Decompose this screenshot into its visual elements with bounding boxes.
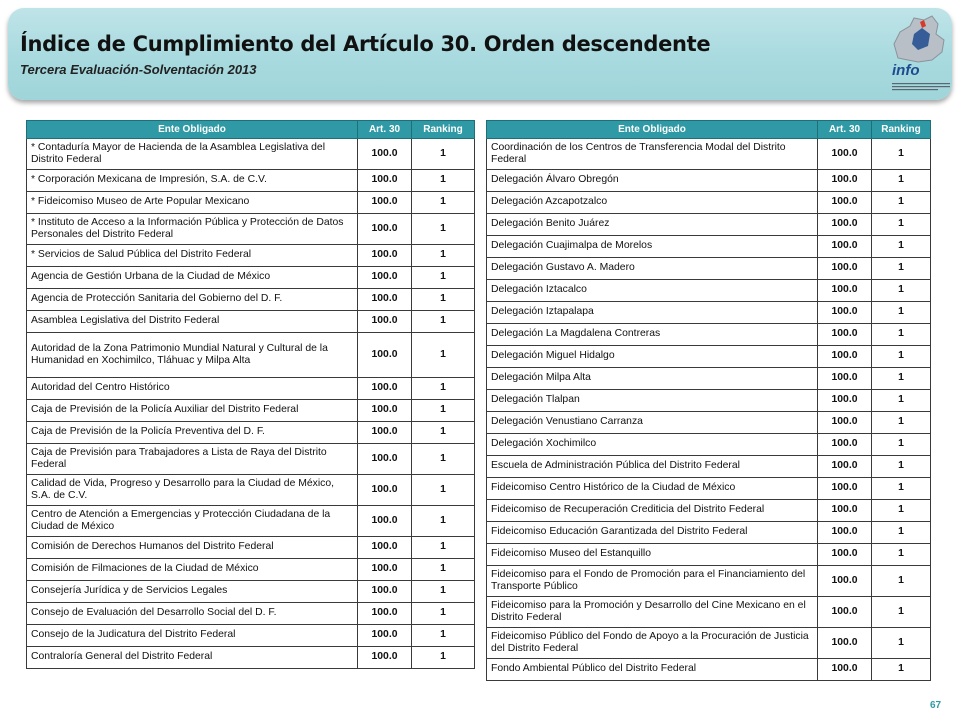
table-row bbox=[27, 559, 475, 581]
ente-cell: Delegación Cuajimalpa de Morelos bbox=[487, 236, 818, 258]
ranking-cell: 1 bbox=[872, 390, 931, 412]
art30-cell: 100.0 bbox=[358, 625, 412, 647]
art30-cell: 100.0 bbox=[818, 258, 872, 280]
art30-cell: 100.0 bbox=[818, 659, 872, 681]
ente-cell: Delegación Venustiano Carranza bbox=[487, 412, 818, 434]
ente-cell: Fideicomiso Centro Histórico de la Ciudad de México bbox=[487, 478, 818, 500]
logo-text: info bbox=[892, 62, 920, 79]
column-header-ranking: Ranking bbox=[872, 121, 931, 139]
art30-cell: 100.0 bbox=[818, 236, 872, 258]
ranking-cell: 1 bbox=[872, 170, 931, 192]
ranking-cell: 1 bbox=[412, 311, 475, 333]
ente-cell: Delegación Azcapotzalco bbox=[487, 192, 818, 214]
ente-cell: Fideicomiso para el Fondo de Promoción para el Financiamiento del Transporte Público bbox=[487, 566, 818, 597]
ente-cell: Delegación Miguel Hidalgo bbox=[487, 346, 818, 368]
table-row bbox=[27, 311, 475, 333]
art30-cell: 100.0 bbox=[818, 566, 872, 597]
art30-cell: 100.0 bbox=[358, 289, 412, 311]
table-row bbox=[487, 628, 931, 659]
ranking-cell: 1 bbox=[412, 625, 475, 647]
ranking-cell: 1 bbox=[872, 214, 931, 236]
ente-cell: Delegación Álvaro Obregón bbox=[487, 170, 818, 192]
art30-cell: 100.0 bbox=[818, 324, 872, 346]
ranking-cell: 1 bbox=[412, 581, 475, 603]
ente-cell: Fideicomiso de Recuperación Crediticia del Distrito Federal bbox=[487, 500, 818, 522]
table-header-row bbox=[487, 121, 931, 139]
ente-cell: Consejería Jurídica y de Servicios Legales bbox=[27, 581, 358, 603]
ranking-cell: 1 bbox=[872, 659, 931, 681]
ente-cell: Comisión de Filmaciones de la Ciudad de México bbox=[27, 559, 358, 581]
ranking-cell: 1 bbox=[412, 603, 475, 625]
ranking-cell: 1 bbox=[412, 400, 475, 422]
art30-cell: 100.0 bbox=[358, 506, 412, 537]
page-number: 67 bbox=[930, 700, 942, 711]
art30-cell: 100.0 bbox=[358, 311, 412, 333]
table-row bbox=[27, 581, 475, 603]
right-ranking-table bbox=[486, 120, 931, 681]
ente-cell: Autoridad del Centro Histórico bbox=[27, 378, 358, 400]
ranking-cell: 1 bbox=[872, 566, 931, 597]
table-row bbox=[27, 603, 475, 625]
ranking-cell: 1 bbox=[872, 500, 931, 522]
table-row bbox=[487, 192, 931, 214]
ente-cell: * Fideicomiso Museo de Arte Popular Mexicano bbox=[27, 192, 358, 214]
ranking-cell: 1 bbox=[412, 422, 475, 444]
art30-cell: 100.0 bbox=[818, 628, 872, 659]
ente-cell: Fideicomiso para la Promoción y Desarrollo del Cine Mexicano en el Distrito Federal bbox=[487, 597, 818, 628]
table-row bbox=[27, 170, 475, 192]
table-row bbox=[27, 444, 475, 475]
ranking-cell: 1 bbox=[872, 258, 931, 280]
art30-cell: 100.0 bbox=[358, 537, 412, 559]
table-row bbox=[27, 647, 475, 669]
ente-cell: Coordinación de los Centros de Transferencia Modal del Distrito Federal bbox=[487, 139, 818, 170]
ranking-cell: 1 bbox=[412, 245, 475, 267]
table-row bbox=[487, 434, 931, 456]
art30-cell: 100.0 bbox=[818, 170, 872, 192]
table-row bbox=[487, 522, 931, 544]
table-row bbox=[487, 544, 931, 566]
map-logo-icon bbox=[890, 14, 952, 64]
table-row bbox=[487, 390, 931, 412]
ranking-cell: 1 bbox=[872, 236, 931, 258]
ranking-cell: 1 bbox=[872, 139, 931, 170]
ente-cell: Escuela de Administración Pública del Distrito Federal bbox=[487, 456, 818, 478]
page-subtitle: Tercera Evaluación-Solventación 2013 bbox=[20, 62, 257, 77]
ranking-cell: 1 bbox=[412, 170, 475, 192]
ranking-cell: 1 bbox=[872, 346, 931, 368]
ente-cell: Delegación Milpa Alta bbox=[487, 368, 818, 390]
ranking-cell: 1 bbox=[872, 597, 931, 628]
ranking-cell: 1 bbox=[412, 378, 475, 400]
table-row bbox=[487, 456, 931, 478]
art30-cell: 100.0 bbox=[818, 597, 872, 628]
ranking-cell: 1 bbox=[412, 192, 475, 214]
ente-cell: Delegación La Magdalena Contreras bbox=[487, 324, 818, 346]
ranking-cell: 1 bbox=[872, 280, 931, 302]
art30-cell: 100.0 bbox=[358, 170, 412, 192]
table-row bbox=[27, 400, 475, 422]
ranking-cell: 1 bbox=[412, 289, 475, 311]
art30-cell: 100.0 bbox=[358, 559, 412, 581]
ranking-cell: 1 bbox=[412, 647, 475, 669]
ente-cell: * Corporación Mexicana de Impresión, S.A. de C.V. bbox=[27, 170, 358, 192]
table-row bbox=[487, 214, 931, 236]
art30-cell: 100.0 bbox=[818, 280, 872, 302]
ente-cell: Autoridad de la Zona Patrimonio Mundial Natural y Cultural de la Humanidad en Xochimilco, Tláhuac y Milpa Alta bbox=[27, 333, 358, 378]
ente-cell: Asamblea Legislativa del Distrito Federal bbox=[27, 311, 358, 333]
table-row bbox=[487, 659, 931, 681]
art30-cell: 100.0 bbox=[358, 139, 412, 170]
art30-cell: 100.0 bbox=[818, 412, 872, 434]
ente-cell: Delegación Xochimilco bbox=[487, 434, 818, 456]
ente-cell: Delegación Benito Juárez bbox=[487, 214, 818, 236]
art30-cell: 100.0 bbox=[818, 500, 872, 522]
ente-cell: Comisión de Derechos Humanos del Distrito Federal bbox=[27, 537, 358, 559]
ranking-cell: 1 bbox=[412, 214, 475, 245]
art30-cell: 100.0 bbox=[818, 434, 872, 456]
ente-cell: Agencia de Protección Sanitaria del Gobierno del D. F. bbox=[27, 289, 358, 311]
art30-cell: 100.0 bbox=[358, 647, 412, 669]
table-row bbox=[487, 566, 931, 597]
art30-cell: 100.0 bbox=[358, 444, 412, 475]
ranking-cell: 1 bbox=[872, 368, 931, 390]
ranking-cell: 1 bbox=[412, 537, 475, 559]
table-row bbox=[487, 478, 931, 500]
left-ranking-table bbox=[26, 120, 475, 669]
art30-cell: 100.0 bbox=[818, 346, 872, 368]
table-row bbox=[27, 506, 475, 537]
ente-cell: Centro de Atención a Emergencias y Protección Ciudadana de la Ciudad de México bbox=[27, 506, 358, 537]
ranking-cell: 1 bbox=[872, 456, 931, 478]
table-row bbox=[487, 258, 931, 280]
ente-cell: Fideicomiso Educación Garantizada del Distrito Federal bbox=[487, 522, 818, 544]
ranking-cell: 1 bbox=[872, 324, 931, 346]
ente-cell: Caja de Previsión para Trabajadores a Lista de Raya del Distrito Federal bbox=[27, 444, 358, 475]
art30-cell: 100.0 bbox=[818, 139, 872, 170]
ente-cell: Caja de Previsión de la Policía Preventiva del D. F. bbox=[27, 422, 358, 444]
table-row bbox=[27, 192, 475, 214]
art30-cell: 100.0 bbox=[818, 214, 872, 236]
table-row bbox=[487, 597, 931, 628]
art30-cell: 100.0 bbox=[818, 368, 872, 390]
ente-cell: Fideicomiso Museo del Estanquillo bbox=[487, 544, 818, 566]
ente-cell: * Contaduría Mayor de Hacienda de la Asamblea Legislativa del Distrito Federal bbox=[27, 139, 358, 170]
table-row bbox=[487, 302, 931, 324]
art30-cell: 100.0 bbox=[358, 400, 412, 422]
ente-cell: Caja de Previsión de la Policía Auxiliar del Distrito Federal bbox=[27, 400, 358, 422]
table-row bbox=[27, 214, 475, 245]
art30-cell: 100.0 bbox=[358, 603, 412, 625]
table-header-row bbox=[27, 121, 475, 139]
ranking-cell: 1 bbox=[412, 444, 475, 475]
table-row bbox=[27, 267, 475, 289]
table-row bbox=[487, 368, 931, 390]
table-row bbox=[487, 236, 931, 258]
art30-cell: 100.0 bbox=[358, 245, 412, 267]
ente-cell: Delegación Iztacalco bbox=[487, 280, 818, 302]
column-header-ranking: Ranking bbox=[412, 121, 475, 139]
art30-cell: 100.0 bbox=[818, 522, 872, 544]
table-row bbox=[487, 500, 931, 522]
art30-cell: 100.0 bbox=[358, 581, 412, 603]
table-row bbox=[27, 139, 475, 170]
art30-cell: 100.0 bbox=[358, 333, 412, 378]
art30-cell: 100.0 bbox=[818, 302, 872, 324]
ranking-cell: 1 bbox=[872, 478, 931, 500]
ranking-cell: 1 bbox=[872, 544, 931, 566]
table-row bbox=[27, 245, 475, 267]
ranking-cell: 1 bbox=[412, 267, 475, 289]
ranking-cell: 1 bbox=[872, 302, 931, 324]
table-row bbox=[27, 378, 475, 400]
table-row bbox=[27, 475, 475, 506]
table-row bbox=[487, 412, 931, 434]
column-header-ente: Ente Obligado bbox=[27, 121, 358, 139]
table-row bbox=[27, 333, 475, 378]
ente-cell: * Servicios de Salud Pública del Distrito Federal bbox=[27, 245, 358, 267]
table-row bbox=[487, 170, 931, 192]
ranking-cell: 1 bbox=[872, 522, 931, 544]
ente-cell: Delegación Gustavo A. Madero bbox=[487, 258, 818, 280]
ranking-cell: 1 bbox=[872, 628, 931, 659]
art30-cell: 100.0 bbox=[358, 378, 412, 400]
ente-cell: Delegación Tlalpan bbox=[487, 390, 818, 412]
ente-cell: Consejo de la Judicatura del Distrito Federal bbox=[27, 625, 358, 647]
column-header-ente: Ente Obligado bbox=[487, 121, 818, 139]
art30-cell: 100.0 bbox=[358, 214, 412, 245]
ente-cell: Fideicomiso Público del Fondo de Apoyo a la Procuración de Justicia del Distrito Federal bbox=[487, 628, 818, 659]
art30-cell: 100.0 bbox=[358, 267, 412, 289]
ente-cell: * Instituto de Acceso a la Información Pública y Protección de Datos Personales del Distrito Federal bbox=[27, 214, 358, 245]
art30-cell: 100.0 bbox=[818, 544, 872, 566]
ranking-cell: 1 bbox=[412, 333, 475, 378]
table-row bbox=[487, 346, 931, 368]
column-header-art30: Art. 30 bbox=[358, 121, 412, 139]
art30-cell: 100.0 bbox=[358, 422, 412, 444]
art30-cell: 100.0 bbox=[358, 475, 412, 506]
ranking-cell: 1 bbox=[412, 475, 475, 506]
art30-cell: 100.0 bbox=[818, 192, 872, 214]
table-row bbox=[27, 422, 475, 444]
ranking-cell: 1 bbox=[872, 434, 931, 456]
logo-caption-lines bbox=[890, 82, 952, 92]
info-logo bbox=[890, 14, 952, 100]
ente-cell: Fondo Ambiental Público del Distrito Federal bbox=[487, 659, 818, 681]
table-row bbox=[487, 139, 931, 170]
art30-cell: 100.0 bbox=[358, 192, 412, 214]
ente-cell: Agencia de Gestión Urbana de la Ciudad de México bbox=[27, 267, 358, 289]
ente-cell: Contraloría General del Distrito Federal bbox=[27, 647, 358, 669]
ranking-cell: 1 bbox=[412, 506, 475, 537]
ente-cell: Delegación Iztapalapa bbox=[487, 302, 818, 324]
art30-cell: 100.0 bbox=[818, 390, 872, 412]
art30-cell: 100.0 bbox=[818, 456, 872, 478]
ente-cell: Consejo de Evaluación del Desarrollo Social del D. F. bbox=[27, 603, 358, 625]
table-row bbox=[27, 625, 475, 647]
ente-cell: Calidad de Vida, Progreso y Desarrollo para la Ciudad de México, S.A. de C.V. bbox=[27, 475, 358, 506]
art30-cell: 100.0 bbox=[818, 478, 872, 500]
ranking-cell: 1 bbox=[872, 192, 931, 214]
page-title: Índice de Cumplimiento del Artículo 30. Orden descendente bbox=[20, 32, 711, 56]
table-row bbox=[27, 537, 475, 559]
table-row bbox=[487, 324, 931, 346]
table-row bbox=[487, 280, 931, 302]
column-header-art30: Art. 30 bbox=[818, 121, 872, 139]
ranking-cell: 1 bbox=[412, 139, 475, 170]
ranking-cell: 1 bbox=[412, 559, 475, 581]
table-row bbox=[27, 289, 475, 311]
ranking-cell: 1 bbox=[872, 412, 931, 434]
